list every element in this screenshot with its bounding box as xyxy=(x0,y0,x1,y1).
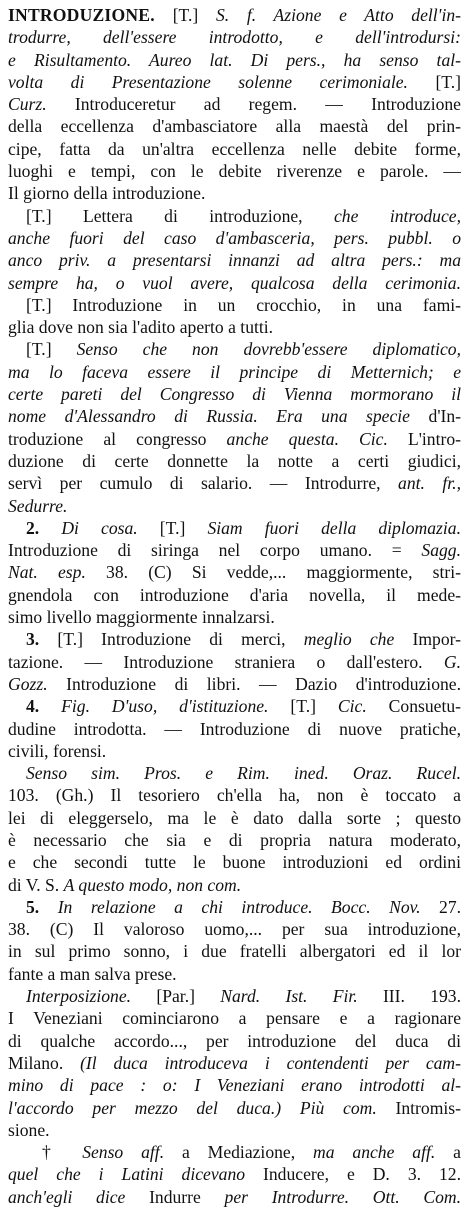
text-span: anche questa. Cic. xyxy=(226,428,408,449)
text-line xyxy=(8,1119,461,1141)
text-line xyxy=(8,115,461,137)
text-line xyxy=(8,673,461,695)
text-line xyxy=(8,851,461,873)
text-line xyxy=(8,1074,461,1096)
text-line xyxy=(8,383,461,405)
text-span: Indurre xyxy=(149,1186,225,1207)
text-line xyxy=(8,71,461,93)
text-line xyxy=(8,606,461,628)
text-line xyxy=(8,405,461,427)
text-line xyxy=(8,182,461,204)
text-line xyxy=(8,584,461,606)
text-span: III. 193. xyxy=(382,986,461,1007)
text-span: per Introdurre. Ott. Com. xyxy=(224,1186,461,1207)
text-span: 4. xyxy=(26,696,62,717)
text-span: luoghi e tempi, con le debite riverenze e parole. — xyxy=(8,161,461,182)
text-span: sione. xyxy=(8,1119,50,1140)
text-span: Siam fuori della diplomazia. xyxy=(207,517,461,538)
text-span: [T.] Introduzione di merci, xyxy=(57,629,304,650)
text-span: 38. (C) Si vedde,... maggiormente, stri- xyxy=(106,562,461,583)
text-span: Cic. xyxy=(337,696,389,717)
text-span: che introduce, xyxy=(334,205,461,226)
text-line xyxy=(8,495,461,517)
text-span: volta di Presentazione solenne cerimoniale. xyxy=(8,71,436,92)
text-span: l'accordo per mezzo del duca.) xyxy=(8,1097,300,1118)
text-span: [T.] xyxy=(159,517,208,538)
text-line xyxy=(8,784,461,806)
text-span: lei di eleggerselo, ma le è dato dalla sorte ; questo xyxy=(8,807,461,828)
text-span: ma anche aff. xyxy=(313,1142,454,1163)
text-span: Sagg. xyxy=(421,540,461,561)
text-line xyxy=(8,628,461,650)
text-span: cipe, fatta da un'altra eccellenza nelle debite forme, xyxy=(8,138,461,159)
text-span: ma lo faceva essere il principe di Metternich; e xyxy=(8,361,461,382)
text-span: Senso sim. Pros. e Rim. ined. Oraz. Rucel. xyxy=(26,763,461,784)
text-span: G. xyxy=(443,651,461,672)
text-span: Inducere, e D. 3. 12. xyxy=(263,1164,461,1185)
text-line xyxy=(8,539,461,561)
text-line xyxy=(8,93,461,115)
text-span: Nat. esp. xyxy=(8,562,107,583)
text-span: (Il duca introduceva i contendenti per cam- xyxy=(80,1052,461,1073)
text-span: è necessario che sia e di propria natura moderato, xyxy=(8,829,461,850)
text-span: a xyxy=(453,1142,461,1163)
text-line xyxy=(8,985,461,1007)
text-line xyxy=(8,740,461,762)
headword: INTRODUZIONE. xyxy=(8,5,173,25)
text-span: 38. (C) Il valoroso uomo,... per sua introduzione, xyxy=(8,919,461,940)
text-span: 3. xyxy=(26,629,58,650)
text-span: [T.] xyxy=(290,696,338,717)
text-line xyxy=(8,874,461,896)
text-span: Curz. xyxy=(8,94,75,115)
text-line xyxy=(8,963,461,985)
text-line xyxy=(8,4,461,26)
text-span: L'intro- xyxy=(407,428,461,449)
text-line xyxy=(8,205,461,227)
text-span: 5. xyxy=(26,896,58,917)
text-span: troduzione al congresso xyxy=(8,428,227,449)
text-span: d'In- xyxy=(428,406,461,427)
text-span: [T.] Introduzione in un crocchio, in una fami- xyxy=(26,294,461,315)
text-span: certe pareti del Congresso di Vienna mormorano il xyxy=(8,384,461,405)
text-span: meglio che xyxy=(303,629,413,650)
text-line xyxy=(8,249,461,271)
text-span: Di cosa. xyxy=(61,517,160,538)
text-line xyxy=(8,450,461,472)
text-span: [T.] Lettera di introduzione, xyxy=(26,205,334,226)
text-span: Impor- xyxy=(412,629,461,650)
text-line xyxy=(8,561,461,583)
text-span: ant. fr., xyxy=(398,473,461,494)
text-line xyxy=(8,428,461,450)
text-line xyxy=(8,26,461,48)
text-line xyxy=(8,918,461,940)
text-line xyxy=(8,472,461,494)
text-line xyxy=(8,940,461,962)
text-line xyxy=(8,227,461,249)
text-line xyxy=(8,316,461,338)
text-span: tazione. — Introduzione straniera o dall'estero. xyxy=(8,651,444,672)
text-span: Senso aff. xyxy=(82,1142,182,1163)
text-line xyxy=(8,160,461,182)
text-line xyxy=(8,294,461,316)
text-span: mino di pace : o: I Veneziani erano introdotti al- xyxy=(8,1075,461,1096)
text-span: Nard. Ist. Fir. xyxy=(220,986,383,1007)
text-span: anche fuori del caso d'ambasceria, pers. pubbl. o xyxy=(8,227,461,248)
text-line xyxy=(8,1007,461,1029)
text-span: glia dove non sia l'adito aperto a tutti. xyxy=(8,317,274,338)
text-line xyxy=(8,517,461,539)
text-span: Interposizione. xyxy=(26,986,157,1007)
text-line xyxy=(8,1141,461,1163)
text-span: Intromis- xyxy=(395,1097,461,1118)
text-span: Gozz. xyxy=(8,673,67,694)
text-span: [T.] xyxy=(26,339,77,360)
text-span: quel che i Latini dicevano xyxy=(8,1164,264,1185)
text-span: A questo modo, non com. xyxy=(63,874,242,895)
text-span: nome d'Alessandro di Russia. Era una specie xyxy=(8,406,429,427)
text-line xyxy=(8,49,461,71)
text-span: sempre ha, o vuol avere, qualcosa della cerimonia. xyxy=(8,272,461,293)
text-span: [T.] xyxy=(435,71,461,92)
text-span: [Par.] xyxy=(156,986,221,1007)
text-span: in sul primo sonno, i due fratelli albergatori ed il lor xyxy=(8,941,461,962)
text-line xyxy=(8,138,461,160)
text-line xyxy=(8,1052,461,1074)
text-span: della eccellenza d'ambasciatore alla maestà del prin- xyxy=(8,116,461,137)
text-span: trodurre, dell'essere introdotto, e dell'introdursi: xyxy=(8,27,461,48)
text-span: Fig. D'uso, d'istituzione. xyxy=(61,696,291,717)
text-span: Introduzione di siringa nel corpo umano. = xyxy=(8,540,422,561)
text-line xyxy=(8,695,461,717)
text-line xyxy=(8,762,461,784)
text-span: Consuetu- xyxy=(388,696,461,717)
text-line xyxy=(8,1097,461,1119)
text-span: servì per cumulo di salario. — Introdurre, xyxy=(8,473,399,494)
text-span: Sedurre. xyxy=(8,495,68,516)
text-span: simo livello maggiormente innalzarsi. xyxy=(8,607,275,628)
text-span: Il giorno della introduzione. xyxy=(8,183,206,204)
text-span: a Mediazione, xyxy=(181,1142,314,1163)
text-span: Introduzione di libri. — Dazio d'introduzione. xyxy=(66,673,461,694)
text-span: Introduceretur ad regem. — Introduzione xyxy=(74,94,461,115)
text-span: duzione di certe donnette la notte a certi giudici, xyxy=(8,450,461,471)
text-span: I Veneziani cominciarono a pensare e a ragionare xyxy=(8,1008,461,1029)
text-line xyxy=(8,829,461,851)
text-span: [T.] xyxy=(172,5,216,25)
text-span: Più com. xyxy=(299,1097,396,1118)
text-line xyxy=(8,651,461,673)
text-span: e Risultamento. Aureo lat. Di pers., ha senso tal- xyxy=(8,49,461,70)
text-span: dudine introdotta. — Introduzione di nuove pratiche, xyxy=(8,718,461,739)
text-line xyxy=(8,1186,461,1208)
dictionary-entry-introduzione xyxy=(8,4,461,1208)
text-span: Milano. xyxy=(8,1052,81,1073)
text-line xyxy=(8,1163,461,1185)
text-span: 103. (Gh.) Il tesoriero ch'ella ha, non è toccato a xyxy=(8,785,461,806)
text-span: anco priv. a presentarsi innanzi ad altra pers.: ma xyxy=(8,250,461,271)
text-line xyxy=(8,807,461,829)
text-span: civili, forensi. xyxy=(8,740,107,761)
text-span: di qualche accordo..., per introduzione del duca di xyxy=(8,1030,461,1051)
text-line xyxy=(8,896,461,918)
text-span: In relazione a chi introduce. Bocc. Nov. xyxy=(57,896,440,917)
text-line xyxy=(8,361,461,383)
text-span: fante a man salva prese. xyxy=(8,963,177,984)
text-span: anch'egli dice xyxy=(8,1186,150,1207)
text-line xyxy=(8,718,461,740)
text-span: S. f. Azione e Atto dell'in- xyxy=(215,5,461,25)
text-span: † xyxy=(42,1142,83,1163)
text-span: gnendola con introduzione d'aria novella, il mede- xyxy=(8,584,461,605)
text-span: 2. xyxy=(26,517,62,538)
text-line xyxy=(8,338,461,360)
text-line xyxy=(8,272,461,294)
text-span: Senso che non dovrebb'essere diplomatico, xyxy=(76,339,461,360)
text-span: e che secondi tutte le buone introduzioni ed ordini xyxy=(8,852,461,873)
text-span: 27. xyxy=(439,896,461,917)
text-span: di V. S. xyxy=(8,874,64,895)
text-line xyxy=(8,1030,461,1052)
